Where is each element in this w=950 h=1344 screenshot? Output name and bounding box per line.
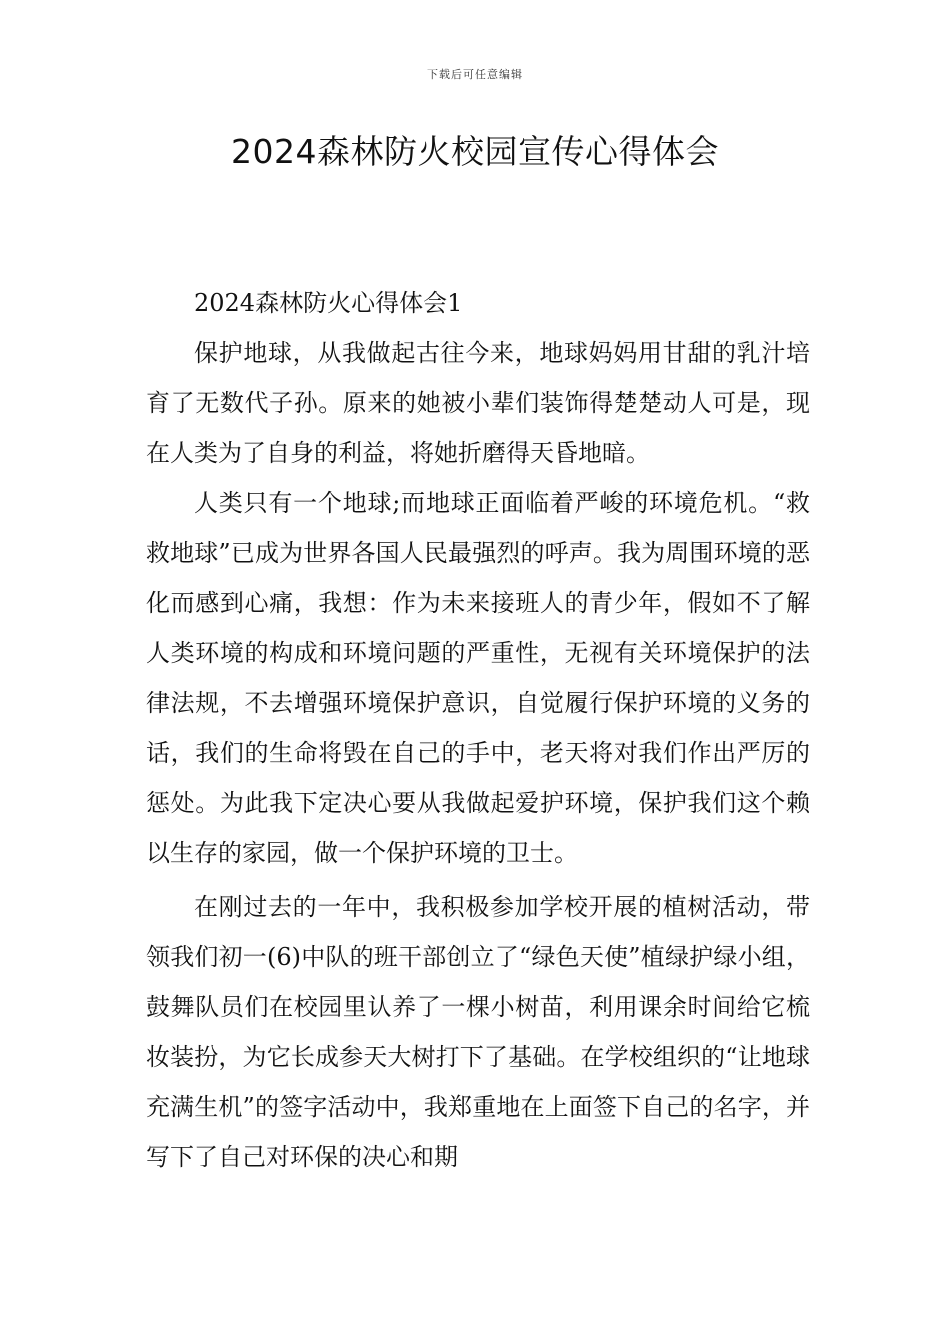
document-body — [146, 278, 810, 1182]
section-heading: 2024森林防火心得体会1 — [194, 289, 463, 317]
paragraph: 人类只有一个地球;而地球正面临着严峻的环境危机。“救救地球”已成为世界各国人民最强烈的呼声。我为周围环境的恶化而感到心痛，我想：作为未来接班人的青少年，假如不了解人类环境的构成和环境问题的严重性，无视有关环境保护的法律法规，不去增强环境保护意识，自觉履行保护环境的义务的话，我们的生命将毁在自己的手中，老天将对我们作出严厉的惩处。为此我下定决心要从我做起爱护环境，保护我们这个赖以生存的家园，做一个保护环境的卫士。 — [146, 489, 810, 867]
paragraph: 在刚过去的一年中，我积极参加学校开展的植树活动，带领我们初一(6)中队的班干部创立了“绿色天使”植绿护绿小组，鼓舞队员们在校园里认养了一棵小树苗，利用课余时间给它梳妆装扮，为它长成参天大树打下了基础。在学校组织的“让地球充满生机”的签字活动中，我郑重地在上面签下自己的名字，并写下了自己对环保的决心和期 — [146, 893, 810, 1171]
paragraph: 保护地球，从我做起古往今来，地球妈妈用甘甜的乳汁培育了无数代子孙。原来的她被小辈们装饰得楚楚动人可是，现在人类为了自身的利益，将她折磨得天昏地暗。 — [146, 339, 810, 467]
document-title: 2024森林防火校园宣传心得体会 — [231, 132, 719, 171]
header-note: 下载后可任意编辑 — [427, 68, 523, 81]
